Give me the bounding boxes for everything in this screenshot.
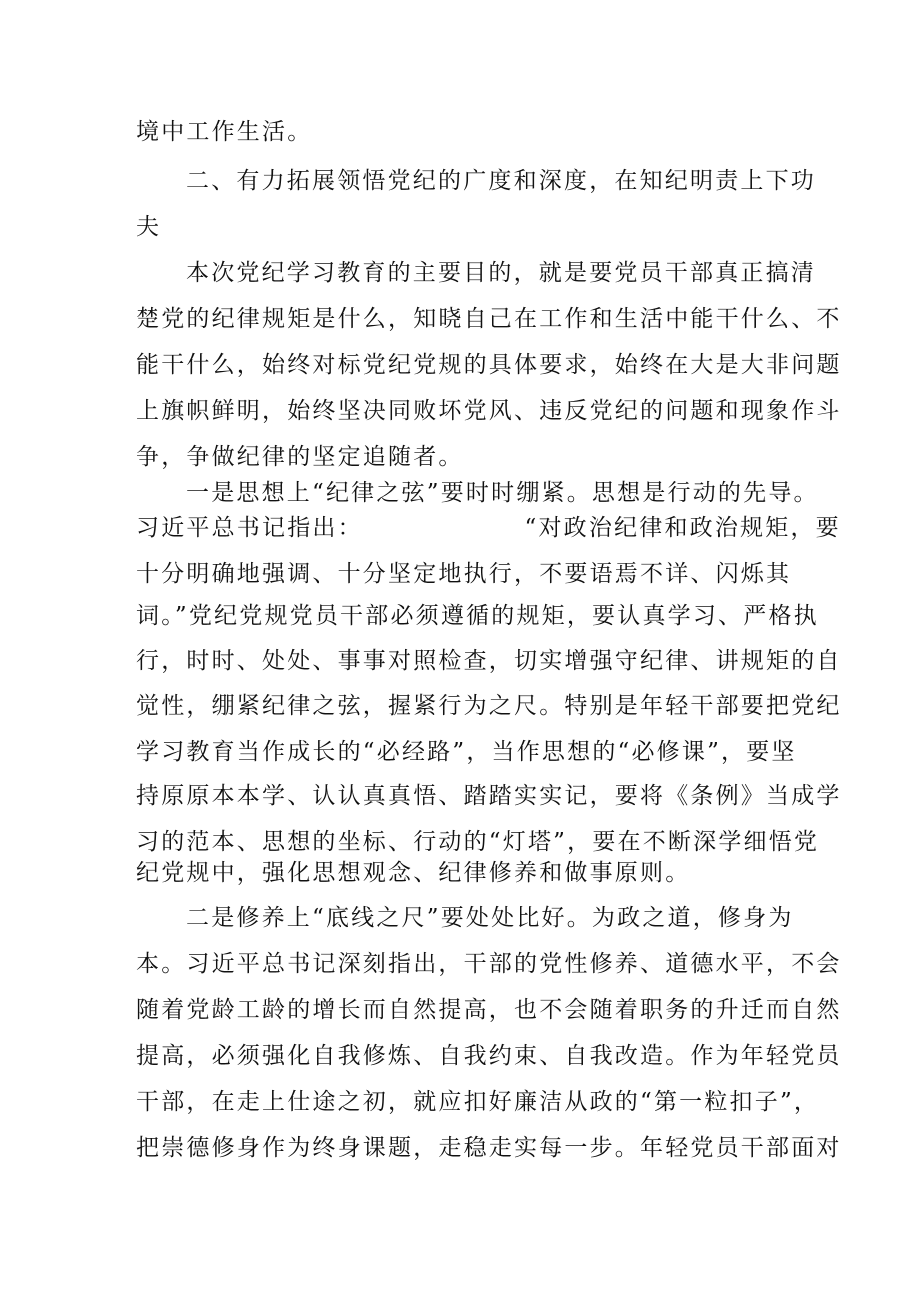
text-line: 提高，必须强化自我修炼、自我约束、自我改造。作为年轻党员 xyxy=(136,1043,842,1069)
text-line: 上旗帜鲜明，始终坚决同败坏党风、违反党纪的问题和现象作斗 xyxy=(136,398,842,424)
text-line: 学习教育当作成长的“必经路”，当作思想的“必修课”，要坚 xyxy=(136,739,797,765)
section-heading-continuation: 夫 xyxy=(136,214,162,240)
text-line: 干部，在走上仕途之初，就应扣好廉洁从政的“第一粒扣子”， xyxy=(136,1089,820,1115)
text-line: 一是思想上“纪律之弦”要时时绷紧。思想是行动的先导。 xyxy=(186,480,819,506)
text-line: 楚党的纪律规矩是什么，知晓自己在工作和生活中能干什么、不 xyxy=(136,306,842,332)
text-line: 争，争做纪律的坚定追随者。 xyxy=(136,444,464,470)
section-heading: 二、有力拓展领悟党纪的广度和深度，在知纪明责上下功 xyxy=(186,168,816,194)
text-line: 本。习近平总书记深刻指出，干部的党性修养、道德水平，不会 xyxy=(136,951,842,977)
text-line: 觉性，绷紧纪律之弦，握紧行为之尺。特别是年轻干部要把党纪 xyxy=(136,693,842,719)
text-line: 行，时时、处处、事事对照检查，切实增强守纪律、讲规矩的自 xyxy=(136,648,842,674)
text-line: 习近平总书记指出： “对政治纪律和政治规矩，要 xyxy=(136,515,841,541)
text-line: 十分明确地强调、十分坚定地执行，不要语焉不详、闪烁其 xyxy=(136,561,792,587)
text-line: 随着党龄工龄的增长而自然提高，也不会随着职务的升迁而自然 xyxy=(136,997,842,1023)
text-line: 二是修养上“底线之尺”要处处比好。为政之道，修身为 xyxy=(186,905,794,931)
text-line: 境中工作生活。 xyxy=(136,119,313,145)
text-line: 习的范本、思想的坐标、行动的“灯塔”，要在不断深学细悟党 xyxy=(136,829,820,855)
text-line: 纪党规中，强化思想观念、纪律修养和做事原则。 xyxy=(136,860,691,886)
text-line: 持原原本本学、认认真真悟、踏踏实实记，要将《条例》当成学 xyxy=(136,783,842,809)
text-line: 词。”党纪党规党员干部必须遵循的规矩，要认真学习、严格执 xyxy=(136,603,819,629)
text-line: 能干什么，始终对标党纪党规的具体要求，始终在大是大非问题 xyxy=(136,352,842,378)
text-line: 把崇德修身作为终身课题，走稳走实每一步。年轻党员干部面对 xyxy=(136,1135,842,1161)
text-line: 本次党纪学习教育的主要目的，就是要党员干部真正搞清 xyxy=(186,260,816,286)
